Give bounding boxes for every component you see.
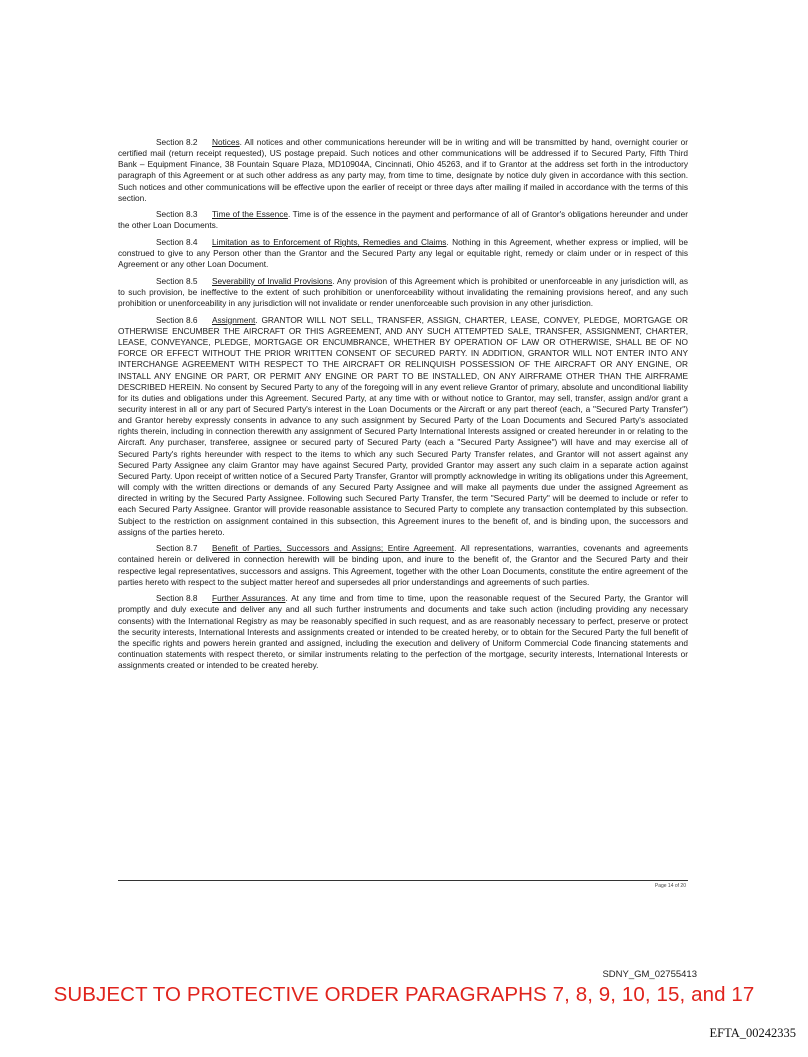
section-heading: Severability of Invalid Provisions [212, 275, 333, 286]
efta-number: EFTA_00242335 [709, 1026, 796, 1040]
section-body: . Nothing in this Agreement, whether express or implied, will be construed to give to any Person other than the Grantor and the Secured Party any legal or equitable right, remedy or claim under or in respect of this Agreement or any other Loan Document. [118, 237, 688, 270]
section-8-5 [118, 276, 688, 309]
section-number: Section 8.4 [156, 237, 198, 248]
section-body: . All representations, warranties, covenants and agreements contained herein or delivered in connection herewith will be binding upon, and inure to the benefit of, the Grantor and the Secured Party and their respective legal representatives, successors and assigns. This Agreement, together with the other Loan Documents, constitute the entire agreement of the parties hereto with respect to the subject matter hereof and supersedes all prior understandings and agreements of such parties. [118, 543, 688, 587]
section-number: Section 8.3 [156, 209, 198, 220]
section-number: Section 8.8 [156, 593, 198, 604]
section-8-6 [118, 315, 688, 538]
section-8-3 [118, 209, 688, 231]
section-body: . Any provision of this Agreement which is prohibited or unenforceable in any jurisdiction will, as to such provision, be ineffective to the extent of such prohibition or unenforceability without invalidating the remaining provisions hereof, and any such prohibition or unenforceability in any jurisdiction will not invalidate or render unenforceable such provision in any other jurisdiction. [118, 275, 688, 309]
section-heading: Notices [212, 137, 240, 147]
section-number: Section 8.5 [156, 275, 198, 286]
section-heading: Benefit of Parties, Successors and Assigns; Entire Agreement [212, 543, 455, 554]
section-heading: Assignment [212, 314, 256, 325]
document-body [118, 137, 688, 677]
section-number: Section 8.6 [156, 314, 198, 325]
page-number: Page 14 of 20 [654, 883, 686, 889]
section-8-4 [118, 237, 688, 270]
section-heading: Time of the Essence [212, 209, 288, 220]
protective-order-notice: SUBJECT TO PROTECTIVE ORDER PARAGRAPHS 7, 8, 9, 10, 15, and 17 [53, 983, 755, 1006]
section-heading: Further Assurances [212, 593, 286, 604]
section-8-8 [118, 593, 688, 671]
section-8-7 [118, 543, 688, 588]
section-body: . At any time and from time to time, upon the reasonable request of the Secured Party, the Grantor will promptly and duly execute and deliver any and all such further instruments and documents and take such action (including providing any necessary consents) with the International Registry as may be reasonably specified in such request, and as are reasonably necessary to perfect, preserve or protect the security interests, International Interests and assignments created or intended to be created hereby, or to obtain for the Secured Party the full benefit of the specific rights and powers herein granted and assigned, including the execution and delivery of Uniform Commercial Code financing statements and continuation statements with respect thereto, or similar instruments relating to the perfection of the mortgage, security interests, International Interests or assignments created or intended to be created hereby. [118, 593, 689, 671]
section-body: . All notices and other communications hereunder will be in writing and will be transmitted by hand, overnight courier or certified mail (return receipt requested), US postage prepaid. Such notices and other communications will be addressed if to Secured Party, Fifth Third Bank – Equipment Finance, 38 Fountain Square Plaza, MD10904A, Cincinnati, Ohio 45263, and if to Grantor at the address set forth in the introductory paragraph of this Agreement or at such other address as any party may, from time to time, designate by notice duly given in accordance with this section. Such notices and other communications will be effective upon the earlier of receipt or three days after mailing if mailed in accordance with the terms of this section. [118, 137, 688, 203]
section-body: . GRANTOR WILL NOT SELL, TRANSFER, ASSIGN, CHARTER, LEASE, CONVEY, PLEDGE, MORTGAGE OR OTHERWISE ENCUMBER THE AIRCRAFT OR THIS AGREEMENT, AND ANY SUCH ATTEMPTED SALE, TRANSFER, ASSIGNMENT, CHARTER, LEASE, CONVEYANCE, PLEDGE, MORTGAGE OR ENCUMBRANCE, WHETHER BY OPERATION OF LAW OR OTHERWISE, SHALL BE OF NO FORCE OR EFFECT WITHOUT THE PRIOR WRITTEN CONSENT OF SECURED PARTY. IN ADDITION, GRANTOR WILL NOT ENTER INTO ANY INTERCHANGE AGREEMENT WITH RESPECT TO THE AIRCRAFT OR RELINQUISH POSSESSION OF THE AIRCRAFT OR ANY ENGINE, OR INSTALL ANY ENGINE OR PART, OR PERMIT ANY ENGINE OR PART TO BE INSTALLED, ON ANY AIRFRAME OTHER THAN THE AIRFRAME DESCRIBED HEREIN. No consent by Secured Party to any of the foregoing will in any event relieve Grantor of primary, absolute and unconditional liability for its duties and obligations under this Agreement. Secured Party, at any time with or without notice to Grantor, may sell, transfer, assign and/or grant a security interest in all or any part of Secured Party's interest in the Loan Documents or the Aircraft or any part thereof (each, a "Secured Party Transfer") and Grantor hereby expressly consents in advance to any such assignment by Secured Party of the Loan Documents and Secured Party's associated rights therein, including in connection therewith any assignment of Secured Party International Interests assigned or created hereunder in or relating to the Aircraft. Any purchaser, transferee, assignee or secured party of Secured Party (each a "Secured Party Assignee") will have and may exercise all of Secured Party's rights hereunder with respect to the items to which any such Secured Party Transfer relates, and Grantor will not assert against any Secured Party Assignee any claim Grantor may have against Secured Party, provided Grantor may assert any such claim in a separate action against Secured Party. Upon receipt of written notice of a Secured Party Transfer, Grantor will promptly acknowledge in writing its obligations under this Agreement, will comply with the written directions or demands of any Secured Party Assignee and will make all payments due under the assigned Agreement as directed in writing by the Secured Party Assignee. Following such Secured Party Transfer, the term "Secured Party" will be deemed to include or refer to each Secured Party Assignee. Grantor will provide reasonable assistance to Secured Party to complete any transaction contemplated by this subsection. Subject to the restriction on assignment contained in this subsection, this Agreement inures to the benefit of, and is binding upon, the successors and assigns of the parties hereto. [118, 314, 688, 537]
footer-rule [118, 880, 688, 881]
section-8-2 [118, 137, 688, 204]
section-heading: Limitation as to Enforcement of Rights, Remedies and Claims [212, 237, 447, 248]
section-number: Section 8.7 [156, 543, 198, 554]
section-body: . Time is of the essence in the payment and performance of all of Grantor's obligations hereunder and under the other Loan Documents. [118, 209, 688, 231]
section-number: Section 8.2 [156, 137, 198, 147]
bates-number: SDNY_GM_02755413 [602, 969, 697, 980]
